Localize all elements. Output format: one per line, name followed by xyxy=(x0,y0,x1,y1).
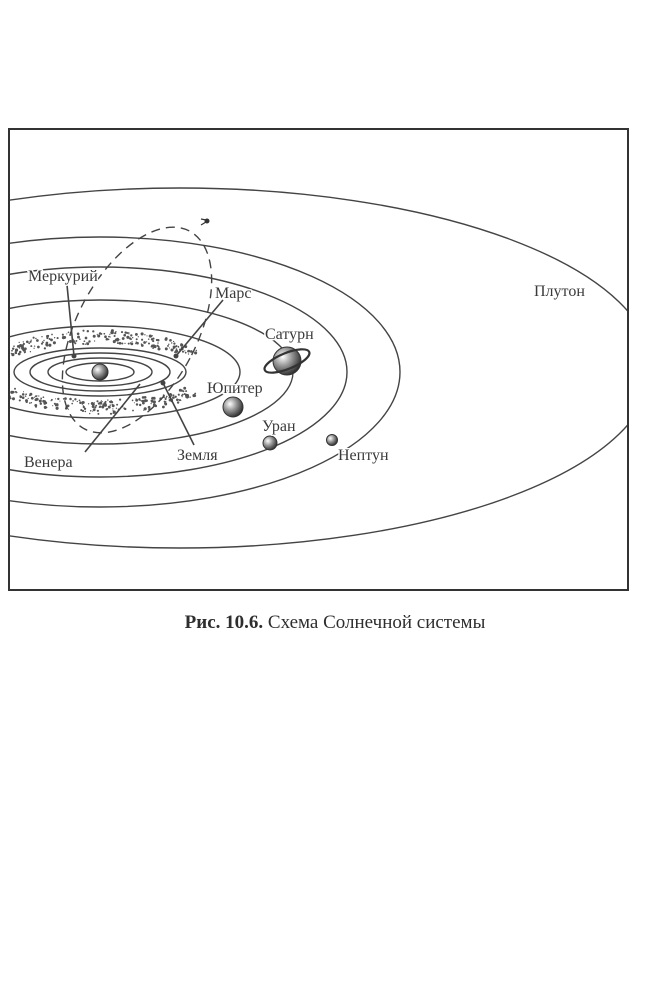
leader-mercury xyxy=(67,285,74,356)
asteroid-dot xyxy=(43,402,46,405)
saturn-icon xyxy=(262,345,312,378)
asteroid-dot xyxy=(19,396,22,399)
asteroid-dot xyxy=(56,407,59,410)
asteroid-dot xyxy=(37,346,40,349)
asteroid-dot xyxy=(107,399,108,400)
asteroid-dot xyxy=(194,393,196,395)
asteroid-dot xyxy=(175,396,177,398)
asteroid-dot xyxy=(72,400,74,402)
asteroid-dot xyxy=(57,337,59,339)
asteroid-dot xyxy=(30,341,32,343)
asteroid-dot xyxy=(102,401,103,402)
asteroid-dot xyxy=(43,340,44,341)
asteroid-dot xyxy=(152,397,153,398)
sun-icon xyxy=(92,364,108,380)
asteroid-dot xyxy=(164,401,166,403)
asteroid-dot xyxy=(11,350,13,352)
asteroid-dot xyxy=(69,340,72,343)
asteroid-dot xyxy=(116,404,118,406)
asteroid-dot xyxy=(128,332,129,333)
asteroid-dot xyxy=(132,337,133,338)
asteroid-dot xyxy=(86,342,87,343)
asteroid-dot xyxy=(56,403,59,406)
asteroid-dot xyxy=(36,339,39,342)
label-jupiter: Юпитер xyxy=(207,380,263,397)
jupiter-icon xyxy=(223,397,243,417)
asteroid-dot xyxy=(111,401,113,403)
asteroid-dot xyxy=(103,333,105,335)
asteroid-dot xyxy=(62,334,64,336)
asteroid-dot xyxy=(121,342,123,344)
asteroid-dot xyxy=(38,395,39,396)
asteroid-dot xyxy=(169,339,172,342)
orbits-group xyxy=(0,188,652,548)
asteroid-dot xyxy=(152,340,154,342)
asteroid-dot xyxy=(35,406,37,408)
asteroid-dot xyxy=(88,403,89,404)
asteroid-dot xyxy=(94,402,95,403)
asteroid-dot xyxy=(172,396,175,399)
asteroid-dot xyxy=(5,345,8,348)
asteroid-dot xyxy=(94,340,95,341)
label-uranus: Уран xyxy=(262,418,296,435)
asteroid-dot xyxy=(151,346,153,348)
asteroid-dot xyxy=(19,342,20,343)
asteroid-dot xyxy=(177,401,179,403)
asteroid-dot xyxy=(97,334,98,335)
asteroid-dot xyxy=(55,398,56,399)
asteroid-dot xyxy=(158,346,160,348)
asteroid-dot xyxy=(28,342,30,344)
uranus-icon xyxy=(263,436,277,450)
asteroid-dot xyxy=(79,400,81,402)
asteroid-dot xyxy=(12,397,15,400)
asteroid-dot xyxy=(181,389,183,391)
asteroid-dot xyxy=(87,330,89,332)
asteroid-dot xyxy=(184,350,185,351)
asteroid-dot xyxy=(74,342,76,344)
asteroid-dot xyxy=(185,390,187,392)
asteroid-dot xyxy=(141,332,144,335)
asteroid-dot xyxy=(50,338,53,341)
asteroid-dot xyxy=(136,342,139,345)
asteroid-dot xyxy=(19,399,21,401)
asteroid-dot xyxy=(6,390,8,392)
asteroid-dot xyxy=(50,400,51,401)
label-earth: Земля xyxy=(177,447,218,464)
asteroid-dot xyxy=(114,335,116,337)
asteroid-dot xyxy=(106,338,109,341)
asteroid-dot xyxy=(102,404,105,407)
asteroid-dot xyxy=(66,333,67,334)
asteroid-dot xyxy=(128,343,130,345)
asteroid-dot xyxy=(92,330,94,332)
neptune-icon xyxy=(327,435,338,446)
asteroid-dot xyxy=(76,340,77,341)
asteroid-dot xyxy=(43,396,45,398)
asteroid-dot xyxy=(165,347,168,350)
asteroid-dot xyxy=(99,405,101,407)
asteroid-dot xyxy=(141,343,142,344)
asteroid-dot xyxy=(85,337,88,340)
asteroid-dot xyxy=(123,407,125,409)
asteroid-dot xyxy=(23,343,25,345)
asteroid-dot xyxy=(136,403,138,405)
asteroid-dot xyxy=(44,347,46,349)
asteroid-dot xyxy=(173,345,176,348)
asteroid-dot xyxy=(176,398,179,401)
comet-icon xyxy=(201,219,210,226)
asteroid-dot xyxy=(84,411,86,413)
asteroid-dot xyxy=(138,336,139,337)
asteroid-dot xyxy=(69,398,72,401)
label-venus: Венера xyxy=(24,454,73,471)
label-saturn: Сатурн xyxy=(265,326,314,343)
asteroid-dot xyxy=(23,341,24,342)
asteroid-dot xyxy=(189,396,191,398)
asteroid-dot xyxy=(41,336,42,337)
asteroid-dot xyxy=(124,343,125,344)
label-pluto: Плутон xyxy=(534,283,585,300)
asteroid-dot xyxy=(46,344,49,347)
asteroid-dot xyxy=(152,335,153,336)
asteroid-dot xyxy=(144,399,147,402)
asteroid-dot xyxy=(154,403,155,404)
asteroid-dot xyxy=(21,346,24,349)
asteroid-dot xyxy=(114,332,116,334)
asteroid-dot xyxy=(74,398,76,400)
asteroid-dot xyxy=(135,398,136,399)
asteroid-dot xyxy=(135,333,138,336)
asteroid-dot xyxy=(130,342,131,343)
asteroid-dot xyxy=(42,400,45,403)
asteroid-dot xyxy=(48,344,51,347)
label-mercury: Меркурий xyxy=(28,268,98,285)
asteroid-dot xyxy=(33,348,34,349)
asteroid-dot xyxy=(135,343,136,344)
asteroid-dot xyxy=(82,410,84,412)
asteroid-dot xyxy=(110,336,111,337)
asteroid-dot xyxy=(89,413,90,414)
asteroid-dot xyxy=(94,406,96,408)
asteroid-dot xyxy=(46,337,48,339)
asteroid-dot xyxy=(164,403,167,406)
asteroid-dot xyxy=(108,406,111,409)
asteroid-dot xyxy=(53,341,56,344)
figure-caption xyxy=(0,612,670,634)
asteroid-dot xyxy=(35,338,36,339)
asteroid-dot xyxy=(136,338,138,340)
asteroid-dot xyxy=(54,337,55,338)
asteroid-dot xyxy=(15,351,17,353)
asteroid-dot xyxy=(111,331,114,334)
asteroid-dot xyxy=(95,405,97,407)
asteroid-dot xyxy=(178,346,179,347)
asteroid-dot xyxy=(165,401,166,402)
asteroid-dot xyxy=(106,408,108,410)
asteroid-dot xyxy=(71,403,73,405)
asteroid-dot xyxy=(109,404,111,406)
asteroid-dot xyxy=(40,398,42,400)
asteroid-dot xyxy=(108,336,110,338)
asteroid-dot xyxy=(46,342,49,345)
asteroid-dot xyxy=(77,336,80,339)
asteroid-dot xyxy=(179,399,181,401)
asteroid-dot xyxy=(171,342,172,343)
asteroid-dot xyxy=(82,401,85,404)
orbit-saturn xyxy=(0,300,293,444)
asteroid-dot xyxy=(121,331,123,333)
asteroid-dot xyxy=(79,338,81,340)
asteroid-dot xyxy=(151,338,153,340)
diagram-frame xyxy=(9,129,628,590)
asteroid-dot xyxy=(108,339,110,341)
asteroid-dot xyxy=(84,340,86,342)
asteroid-dot xyxy=(153,345,156,348)
asteroid-dot xyxy=(183,387,186,390)
label-mars: Марс xyxy=(215,285,252,302)
asteroid-dot xyxy=(196,350,197,351)
asteroid-dot xyxy=(148,342,150,344)
asteroid-dot xyxy=(99,402,102,405)
asteroid-dot xyxy=(132,341,133,342)
asteroid-dot xyxy=(105,401,107,403)
asteroid-dot xyxy=(96,400,98,402)
asteroid-dot xyxy=(157,339,159,341)
asteroid-dot xyxy=(25,393,27,395)
asteroid-dot xyxy=(82,343,84,345)
asteroid-dot xyxy=(31,402,32,403)
asteroid-dot xyxy=(92,411,93,412)
asteroid-dot xyxy=(165,398,167,400)
asteroid-dot xyxy=(142,396,145,399)
asteroid-dot xyxy=(119,342,122,345)
asteroid-dot xyxy=(59,401,60,402)
asteroid-dot xyxy=(180,343,182,345)
asteroid-dot xyxy=(3,390,5,392)
asteroid-dot xyxy=(162,406,165,409)
asteroid-dot xyxy=(46,407,47,408)
asteroid-dot xyxy=(185,352,187,354)
asteroid-dot xyxy=(157,347,160,350)
asteroid-dot xyxy=(31,397,34,400)
asteroid-dot xyxy=(39,399,42,402)
comet-orbit xyxy=(31,203,242,457)
asteroid-dot xyxy=(26,340,29,343)
asteroid-dot xyxy=(141,400,143,402)
asteroid-dot xyxy=(141,339,143,341)
asteroid-dot xyxy=(93,408,96,411)
leader-earth xyxy=(163,383,194,445)
asteroid-dot xyxy=(188,397,189,398)
asteroid-dot xyxy=(34,397,35,398)
asteroid-dot xyxy=(143,341,146,344)
asteroid-dot xyxy=(151,403,152,404)
asteroid-dot xyxy=(12,391,14,393)
asteroid-dot xyxy=(22,396,25,399)
asteroid-dot xyxy=(109,334,110,335)
asteroid-dot xyxy=(13,345,15,347)
asteroid-dot xyxy=(173,341,174,342)
asteroid-dot xyxy=(168,344,169,345)
asteroid-dot xyxy=(62,336,65,339)
asteroid-dot xyxy=(23,391,24,392)
asteroid-dot xyxy=(173,394,175,396)
asteroid-dot xyxy=(35,398,38,401)
asteroid-dot xyxy=(1,353,4,356)
asteroid-dot xyxy=(18,353,21,356)
asteroid-dot xyxy=(146,335,147,336)
asteroid-dot xyxy=(184,393,186,395)
asteroid-dot xyxy=(97,410,99,412)
asteroid-dot xyxy=(16,392,17,393)
asteroid-dot xyxy=(25,395,27,397)
asteroid-dot xyxy=(85,344,86,345)
asteroid-dot xyxy=(113,411,116,414)
asteroid-dot xyxy=(52,405,53,406)
asteroid-dot xyxy=(91,402,94,405)
asteroid-dot xyxy=(30,345,32,347)
asteroid-dot xyxy=(132,400,134,402)
asteroid-dot xyxy=(148,406,151,409)
asteroid-dot xyxy=(170,394,172,396)
asteroid-dot xyxy=(117,342,119,344)
asteroid-dot xyxy=(14,388,16,390)
asteroid-dot xyxy=(139,404,141,406)
asteroid-dot xyxy=(57,398,59,400)
asteroid-dot xyxy=(110,413,112,415)
label-neptune: Нептун xyxy=(338,447,389,464)
asteroid-dot xyxy=(19,344,22,347)
leader-mars xyxy=(176,300,223,356)
asteroid-dot xyxy=(182,351,184,353)
asteroid-dot xyxy=(165,338,168,341)
asteroid-dot xyxy=(77,401,78,402)
asteroid-dot xyxy=(33,337,35,339)
asteroid-dot xyxy=(40,403,42,405)
asteroid-dot xyxy=(5,346,7,348)
asteroid-dot xyxy=(68,409,69,410)
asteroid-dot xyxy=(176,351,178,353)
asteroid-dot xyxy=(88,340,90,342)
asteroid-dot xyxy=(24,352,25,353)
asteroid-dot xyxy=(90,410,92,412)
asteroid-dot xyxy=(28,398,29,399)
asteroid-dot xyxy=(100,333,102,335)
asteroid-dot xyxy=(181,394,183,396)
asteroid-dot xyxy=(29,402,31,404)
asteroid-dot xyxy=(11,353,14,356)
asteroid-dot xyxy=(41,343,43,345)
asteroid-dot xyxy=(134,402,135,403)
caption-text: Схема Солнечной системы xyxy=(267,612,486,633)
asteroid-dot xyxy=(82,330,84,332)
asteroid-dot xyxy=(29,393,32,396)
asteroid-dot xyxy=(130,334,132,336)
asteroid-dot xyxy=(187,350,189,352)
asteroid-dot xyxy=(178,394,180,396)
asteroid-dot xyxy=(194,351,197,354)
asteroid-dot xyxy=(112,408,113,409)
asteroid-dot xyxy=(97,334,100,337)
asteroid-dot xyxy=(68,331,70,333)
asteroid-dot xyxy=(30,351,31,352)
asteroid-dot xyxy=(132,410,134,412)
asteroid-dot xyxy=(109,401,111,403)
asteroid-dot xyxy=(167,345,169,347)
asteroid-dot xyxy=(176,348,178,350)
asteroid-dot xyxy=(116,408,117,409)
asteroid-dot xyxy=(124,331,126,333)
asteroid-dot xyxy=(31,340,32,341)
asteroid-dot xyxy=(36,395,37,396)
asteroid-dot xyxy=(119,339,120,340)
asteroid-dot xyxy=(148,338,150,340)
asteroid-dot xyxy=(144,334,145,335)
asteroid-dot xyxy=(169,347,170,348)
asteroid-dot xyxy=(129,337,131,339)
asteroid-dot xyxy=(112,404,115,407)
asteroid-dot xyxy=(93,335,96,338)
asteroid-dot xyxy=(79,401,82,404)
caption-number: Рис. 10.6. xyxy=(184,612,264,633)
asteroid-dot xyxy=(22,393,25,396)
asteroid-dot xyxy=(173,342,175,344)
asteroid-dot xyxy=(123,334,126,337)
asteroid-dot xyxy=(117,339,119,341)
asteroid-dot xyxy=(25,399,28,402)
asteroid-dot xyxy=(104,335,107,338)
asteroid-dot xyxy=(188,353,189,354)
asteroid-dot xyxy=(146,341,147,342)
asteroid-dot xyxy=(64,397,67,400)
asteroid-dot xyxy=(83,406,85,408)
asteroid-dot xyxy=(138,398,140,400)
asteroid-dot xyxy=(34,345,35,346)
asteroid-dot xyxy=(149,335,152,338)
asteroid-dot xyxy=(122,337,125,340)
asteroid-dot xyxy=(97,413,99,415)
asteroid-dot xyxy=(119,398,121,400)
asteroid-dot xyxy=(143,409,144,410)
asteroid-dot xyxy=(153,397,156,400)
asteroid-dot xyxy=(77,332,80,335)
asteroid-dot xyxy=(157,342,159,344)
asteroid-dot xyxy=(24,347,27,350)
asteroid-dot xyxy=(175,345,177,347)
asteroid-dot xyxy=(195,395,196,396)
asteroid-dot xyxy=(12,347,14,349)
asteroid-dot xyxy=(166,396,168,398)
asteroid-dot xyxy=(51,334,53,336)
